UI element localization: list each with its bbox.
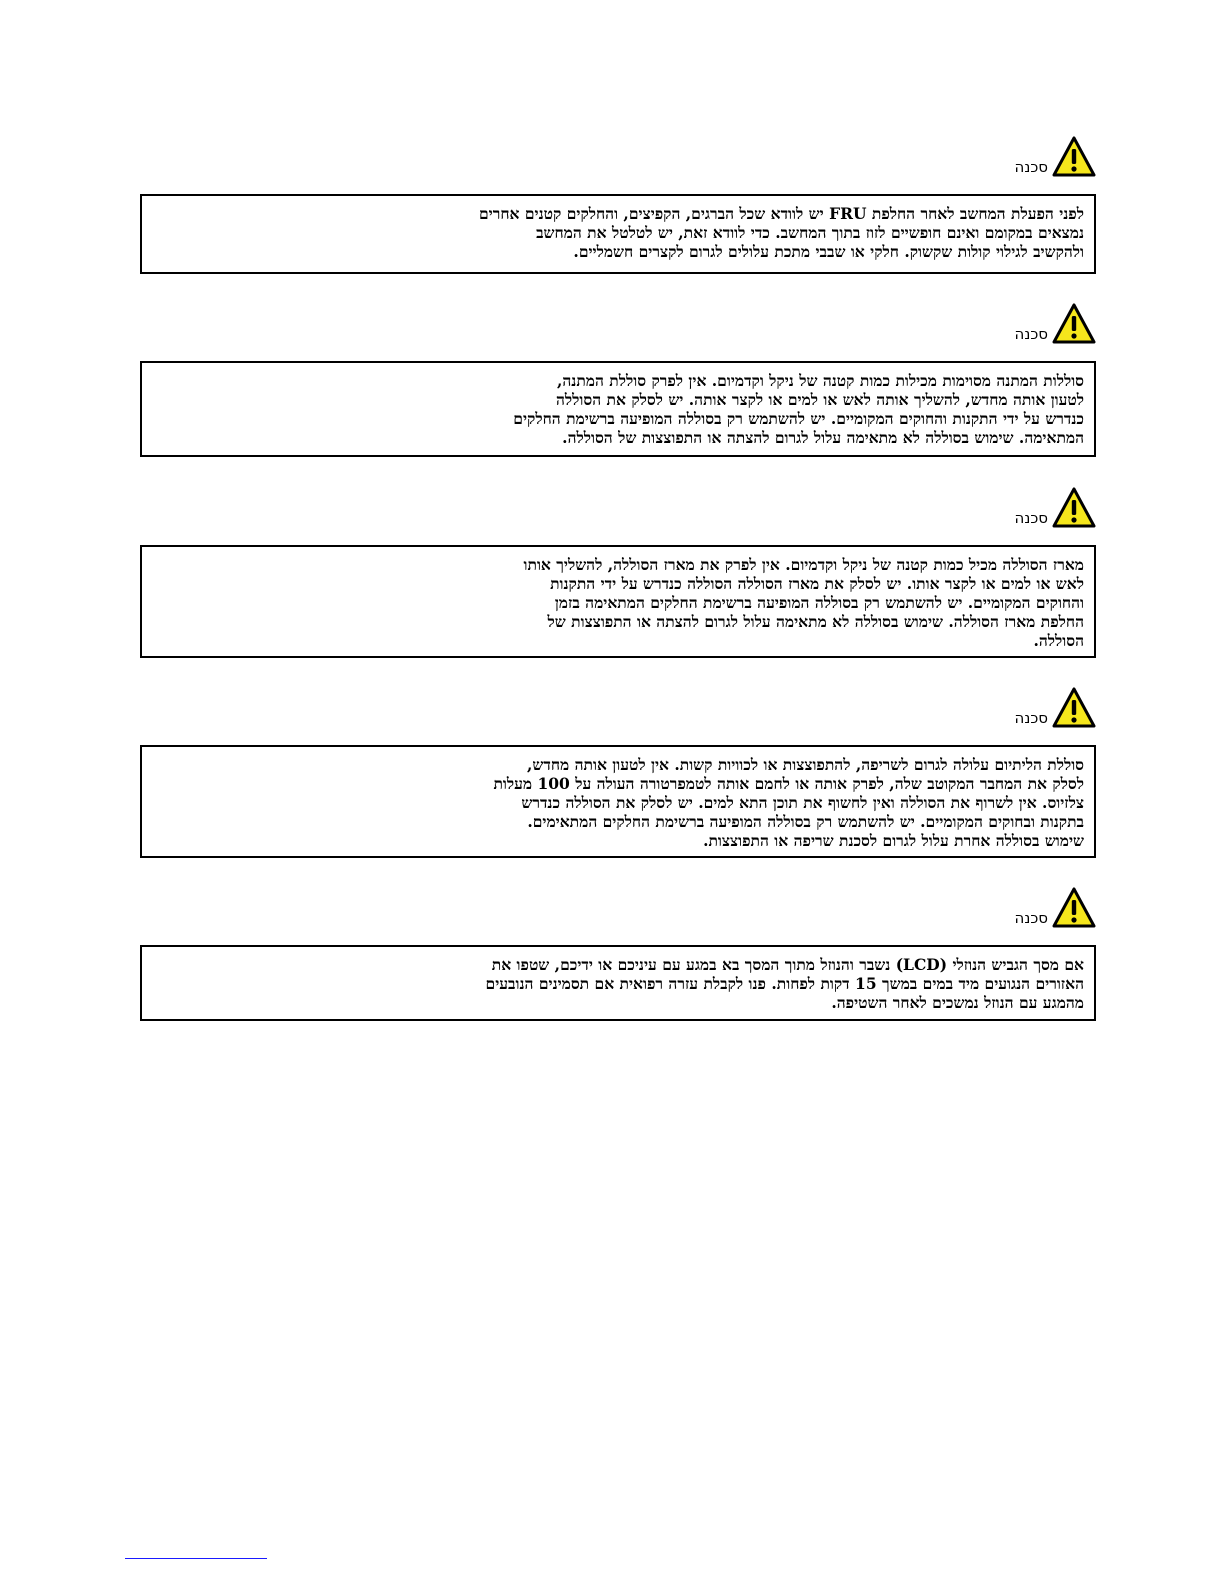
danger-label: סכנה: [1014, 509, 1048, 527]
danger-notice-text: מארז הסוללה מכיל כמות קטנה של ניקל וקדמיום. אין לפרק את מארז הסוללה, להשליך אותו לאש או למים או לקצר אותו. יש לסלק את מארז הסוללה הסוללה כנדרש על ידי התקנות והחוקים המקומיים. יש להשתמש רק בסוללה המופיעה ברשימת החלקים המתאימה בזמן החלפת מארז הסוללה. שימוש בסוללה לא מתאימה עלול לגרום להצתה או התפוצצות של הסוללה.: [523, 555, 1084, 650]
danger-notice-4: [140, 681, 1096, 858]
warning-triangle-icon: [1052, 303, 1096, 345]
danger-label: סכנה: [1014, 158, 1048, 176]
warning-triangle-icon: [1052, 136, 1096, 178]
warning-triangle-icon: [1052, 487, 1096, 529]
danger-notice-header: [140, 481, 1096, 529]
danger-notice-box: [140, 545, 1096, 658]
danger-label: סכנה: [1014, 709, 1048, 727]
danger-notice-1: [140, 130, 1096, 274]
danger-notice-header: [140, 881, 1096, 929]
warning-triangle-icon: [1052, 687, 1096, 729]
danger-notice-text: סוללת הליתיום עלולה לגרום לשריפה, להתפוצצות או לכוויות קשות. אין לטעון אותה מחדש, לסלק את המחבר המקוטב שלה, לפרק אותה או לחמם אותה לטמפרטורה העולה על 100 מעלות צלזיוס. אין לשרוף את הסוללה ואין לחשוף את תוכן התא למים. יש לסלק את הסוללה כנדרש בתקנות ובחוקים המקומיים. יש להשתמש רק בסוללה המופיעה ברשימת החלקים המתאימים. שימוש בסוללה אחרת עלול לגרום לסכנת שריפה או התפוצצות.: [493, 755, 1084, 850]
danger-notice-header: [140, 681, 1096, 729]
danger-notice-text: אם מסך הגביש הנוזלי (LCD) נשבר והנוזל מתוך המסך בא במגע עם עיניכם או ידיכם, שטפו את האזורים הנגועים מיד במים במשך 15 דקות לפחות. פנו לקבלת עזרה רפואית אם תסמינים הנובעים מהמגע עם הנוזל נמשכים לאחר השטיפה.: [485, 955, 1084, 1012]
danger-notice-text: לפני הפעלת המחשב לאחר החלפת FRU יש לוודא שכל הברגים, הקפיצים, והחלקים קטנים אחרים נמצאים במקומם ואינם חופשיים לזוז בתוך המחשב. כדי לוודא זאת, יש לטלטל את המחשב ולהקשיב לגילוי קולות שקשוק. חלקי או שבבי מתכת עלולים לגרום לקצרים חשמליים.: [479, 204, 1084, 261]
danger-notice-box: [140, 361, 1096, 457]
danger-notice-2: [140, 297, 1096, 457]
danger-notice-header: [140, 297, 1096, 345]
danger-notice-5: [140, 881, 1096, 1021]
danger-notice-box: [140, 194, 1096, 274]
danger-notice-header: [140, 130, 1096, 178]
danger-notice-box: [140, 945, 1096, 1021]
danger-notice-text: סוללות המתנה מסוימות מכילות כמות קטנה של ניקל וקדמיום. אין לפרק סוללת המתנה, לטעון אותה מחדש, להשליך אותה לאש או למים או לקצר אותה. יש לסלק את הסוללה כנדרש על ידי התקנות והחוקים המקומיים. יש להשתמש רק בסוללה המופיעה ברשימת החלקים המתאימה. שימוש בסוללה לא מתאימה עלול לגרום להצתה או התפוצצות של הסוללה.: [513, 371, 1084, 447]
footer-rule: [125, 1558, 267, 1559]
warning-triangle-icon: [1052, 887, 1096, 929]
danger-label: סכנה: [1014, 909, 1048, 927]
danger-notice-box: [140, 745, 1096, 858]
danger-label: סכנה: [1014, 325, 1048, 343]
danger-notice-3: [140, 481, 1096, 658]
